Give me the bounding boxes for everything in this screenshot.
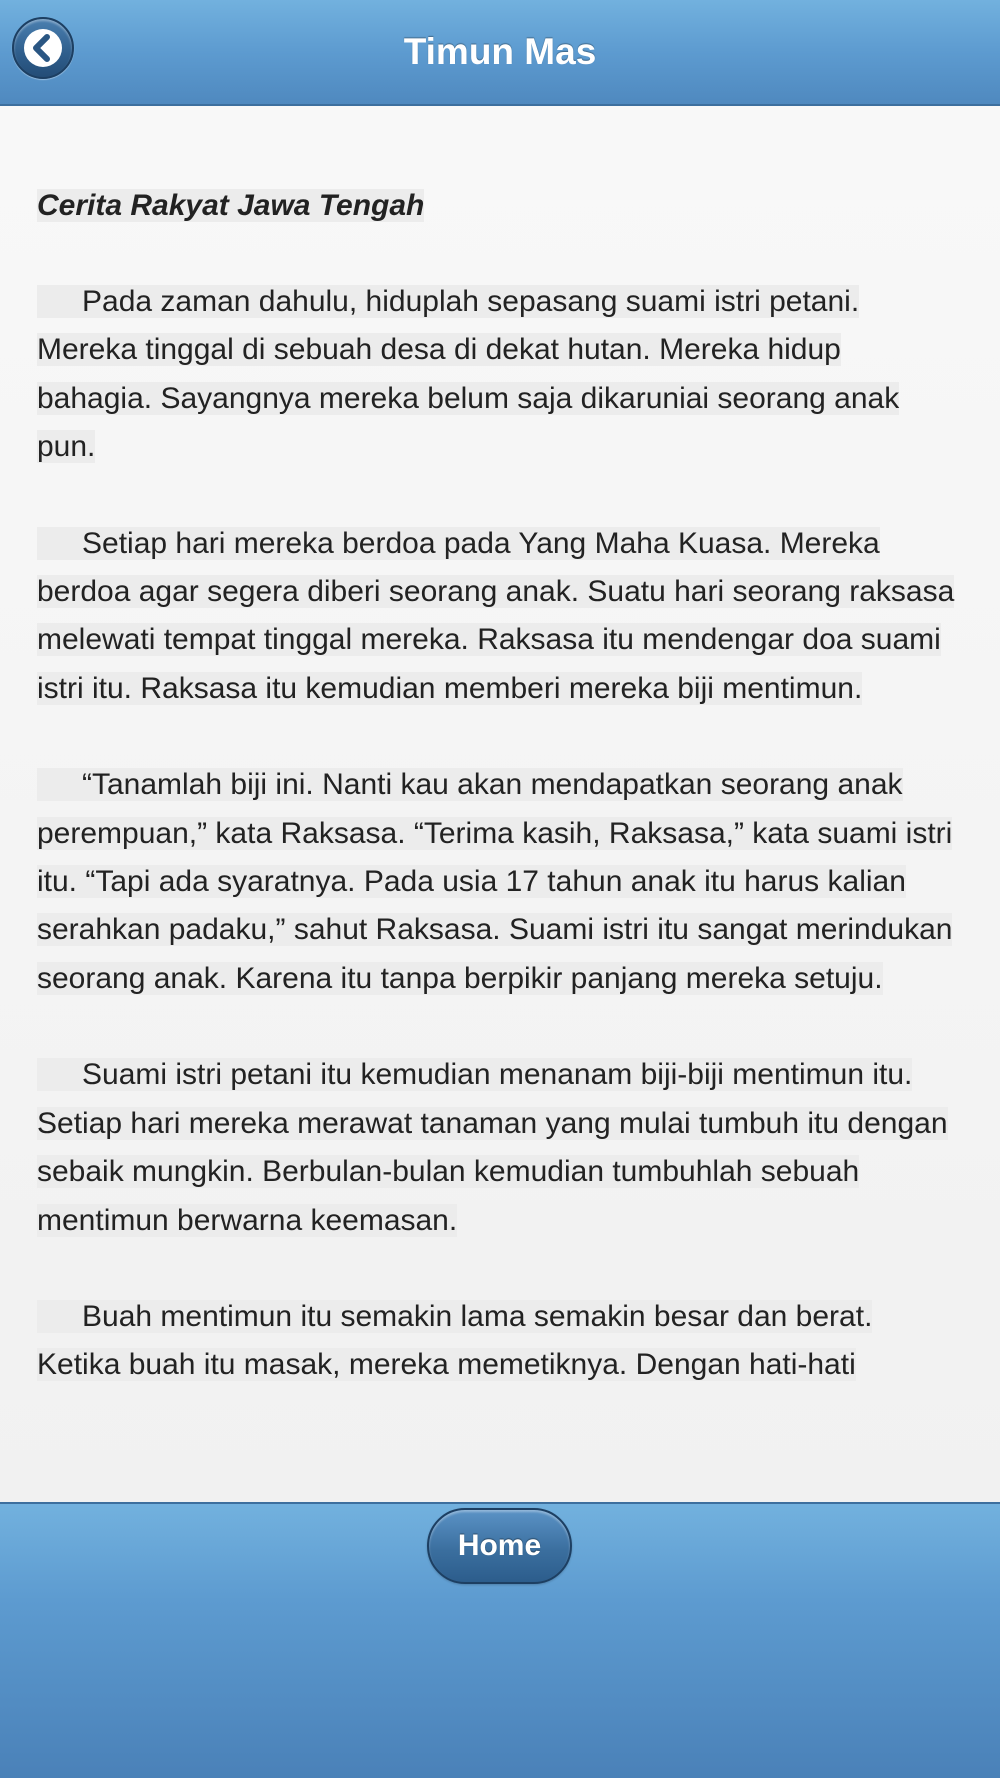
paragraph-text: Buah mentimun itu semakin lama semakin besar dan berat. Ketika buah itu masak, mereka memetiknya. Dengan hati-hati bbox=[37, 1299, 873, 1382]
home-button[interactable]: Home bbox=[427, 1508, 572, 1584]
story-paragraph bbox=[37, 1293, 957, 1390]
header-bar bbox=[0, 0, 1000, 106]
story-body bbox=[37, 182, 957, 1438]
story-paragraph bbox=[37, 520, 957, 714]
story-subtitle: Cerita Rakyat Jawa Tengah bbox=[37, 189, 425, 222]
back-button[interactable] bbox=[12, 17, 74, 79]
chevron-left-icon bbox=[24, 28, 62, 68]
story-subtitle-block bbox=[37, 182, 957, 230]
story-paragraph bbox=[37, 1051, 957, 1245]
paragraph-text: “Tanamlah biji ini. Nanti kau akan mendapatkan seorang anak perempuan,” kata Raksasa. “Terima kasih, Raksasa,” kata suami istri itu. “Tapi ada syaratnya. Pada usia 17 tahun anak itu harus kalian serahkan padaku,” sahut Raksasa. Suami istri itu sangat merindukan seorang anak. Karena itu tanpa berpikir panjang mereka setuju. bbox=[37, 768, 953, 995]
paragraph-text: Setiap hari mereka berdoa pada Yang Maha Kuasa. Mereka berdoa agar segera diberi seorang anak. Suatu hari seorang raksasa melewati tempat tinggal mereka. Raksasa itu mendengar doa suami istri itu. Raksasa itu kemudian memberi mereka biji mentimun. bbox=[37, 526, 955, 705]
paragraph-text: Suami istri petani itu kemudian menanam biji-biji mentimun itu. Setiap hari mereka merawat tanaman yang mulai tumbuh itu dengan sebaik mungkin. Berbulan-bulan kemudian tumbuhlah sebuah mentimun berwarna keemasan. bbox=[37, 1058, 948, 1237]
story-paragraph bbox=[37, 278, 957, 472]
story-content[interactable] bbox=[0, 106, 1000, 1502]
page-title: Timun Mas bbox=[403, 31, 597, 72]
paragraph-text: Pada zaman dahulu, hiduplah sepasang suami istri petani. Mereka tinggal di sebuah desa di dekat hutan. Mereka hidup bahagia. Sayangnya mereka belum saja dikaruniai seorang anak pun. bbox=[37, 285, 900, 464]
footer-bar bbox=[0, 1502, 1000, 1778]
story-paragraph bbox=[37, 761, 957, 1003]
